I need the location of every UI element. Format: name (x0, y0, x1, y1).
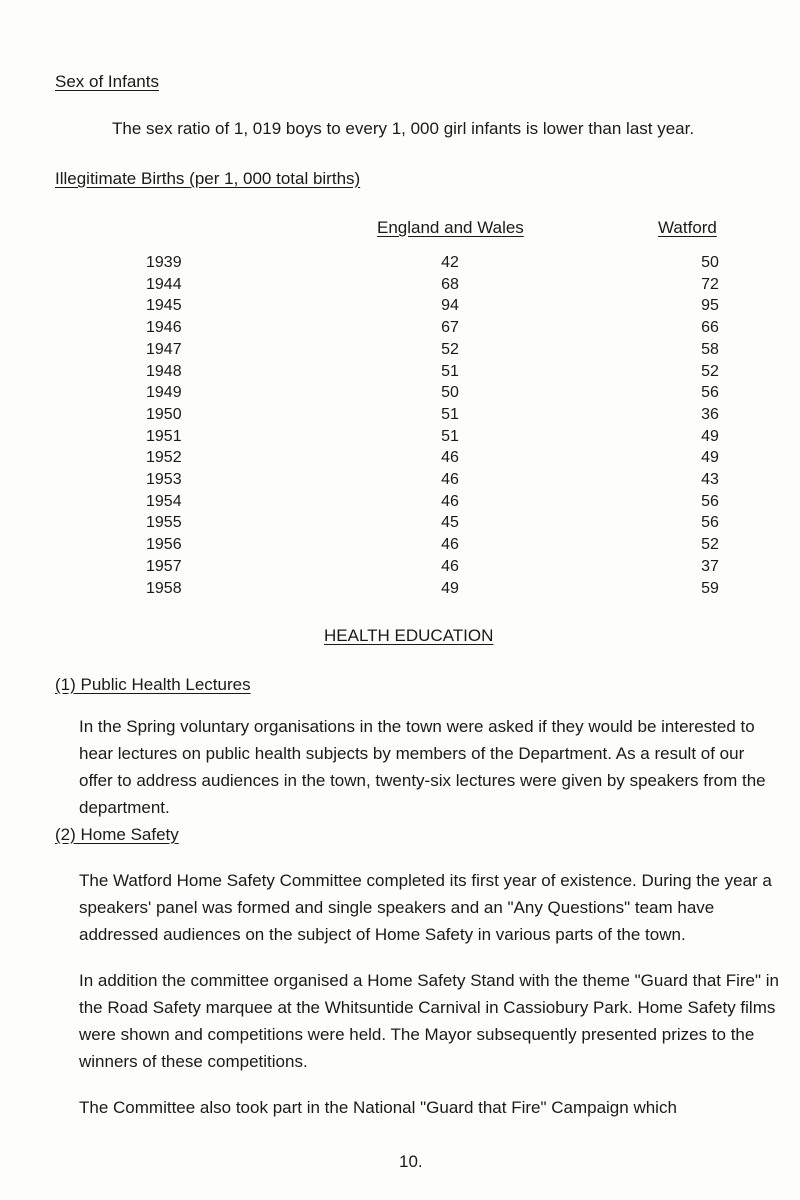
illegitimate-births-title: Illegitimate Births (per 1, 000 total births) (55, 169, 361, 188)
page-number: 10. (399, 1152, 423, 1171)
watford-value: 50 (701, 254, 719, 271)
watford-value: 52 (701, 362, 719, 380)
year-cell: 1952 (146, 449, 182, 467)
year-cell: 1939 (146, 254, 182, 271)
year-cell: 1944 (146, 275, 182, 293)
table-row (0, 493, 800, 513)
watford-value: 49 (701, 449, 719, 467)
england-wales-value: 46 (441, 536, 459, 554)
year-cell: 1955 (146, 514, 182, 532)
watford-value: 37 (701, 557, 719, 575)
health-education-title: HEALTH EDUCATION (324, 626, 494, 645)
lectures-paragraph: In the Spring voluntary organisations in the town were asked if they would be interested to hear lectures on public health subjects by members of the Department. As a result of our offer to address audiences in the town, twenty-six lectures were given by speakers from the department. (79, 717, 766, 817)
table-row (0, 449, 800, 469)
year-cell: 1953 (146, 471, 182, 488)
year-cell: 1948 (146, 362, 182, 380)
home-safety-paragraph-1: The Watford Home Safety Committee completed its first year of existence. During the year a speakers' panel was formed and single speakers and an "Any Questions" team have addressed audiences on the subject of Home Safety in various parts of the town. (79, 871, 772, 944)
year-cell: 1954 (146, 492, 182, 510)
watford-value: 95 (701, 297, 719, 315)
table-row (0, 536, 800, 556)
table-row (0, 384, 800, 404)
england-wales-value: 46 (441, 471, 459, 488)
home-safety-paragraph-2: In addition the committee organised a Home Safety Stand with the theme "Guard that Fire" in the Road Safety marquee at the Whitsuntide Carnival in Cassiobury Park. Home Safety films were shown and competitions were held. The Mayor subsequently presented prizes to the winners of these competitions. (79, 971, 779, 1071)
watford-value: 56 (701, 384, 719, 402)
england-wales-value: 46 (441, 557, 459, 575)
year-cell: 1951 (146, 427, 182, 445)
year-cell: 1946 (146, 319, 182, 337)
table-row (0, 471, 800, 491)
watford-value: 49 (701, 427, 719, 445)
watford-value: 59 (701, 579, 719, 597)
england-wales-value: 46 (441, 492, 459, 510)
year-cell: 1947 (146, 340, 182, 358)
table-row (0, 428, 800, 448)
england-wales-value: 46 (441, 449, 459, 467)
table-row (0, 363, 800, 383)
year-cell: 1958 (146, 579, 182, 597)
table-row (0, 514, 800, 534)
table-row (0, 558, 800, 578)
table-row (0, 319, 800, 339)
england-wales-value: 51 (441, 405, 459, 423)
section-title-sex-of-infants: Sex of Infants (55, 72, 159, 91)
watford-value: 43 (701, 471, 719, 488)
england-wales-value: 42 (441, 254, 459, 271)
home-safety-paragraph-3: The Committee also took part in the National "Guard that Fire" Campaign which (79, 1098, 677, 1117)
year-cell: 1945 (146, 297, 182, 315)
table-row (0, 341, 800, 361)
column-header-england-wales: England and Wales (377, 218, 524, 237)
year-cell: 1950 (146, 405, 182, 423)
watford-value: 52 (701, 536, 719, 554)
england-wales-value: 50 (441, 384, 459, 402)
england-wales-value: 51 (441, 362, 459, 380)
watford-value: 58 (701, 340, 719, 358)
england-wales-value: 51 (441, 427, 459, 445)
year-cell: 1949 (146, 384, 182, 402)
year-cell: 1956 (146, 536, 182, 554)
england-wales-value: 49 (441, 579, 459, 597)
england-wales-value: 68 (441, 275, 459, 293)
home-safety-heading: (2) Home Safety (55, 825, 179, 844)
column-header-watford: Watford (658, 218, 717, 237)
table-row (0, 580, 800, 600)
watford-value: 56 (701, 514, 719, 532)
sex-ratio-text: The sex ratio of 1, 019 boys to every 1, 000 girl infants is lower than last year. (112, 119, 695, 138)
england-wales-value: 94 (441, 297, 459, 315)
watford-value: 72 (701, 275, 719, 293)
table-row (0, 254, 800, 274)
table-row (0, 297, 800, 317)
year-cell: 1957 (146, 557, 182, 575)
table-row (0, 276, 800, 296)
lectures-heading: (1) Public Health Lectures (55, 675, 251, 694)
table-row (0, 406, 800, 426)
england-wales-value: 52 (441, 340, 459, 358)
england-wales-value: 45 (441, 514, 459, 532)
watford-value: 36 (701, 405, 719, 423)
watford-value: 66 (701, 319, 719, 337)
england-wales-value: 67 (441, 319, 459, 337)
watford-value: 56 (701, 492, 719, 510)
